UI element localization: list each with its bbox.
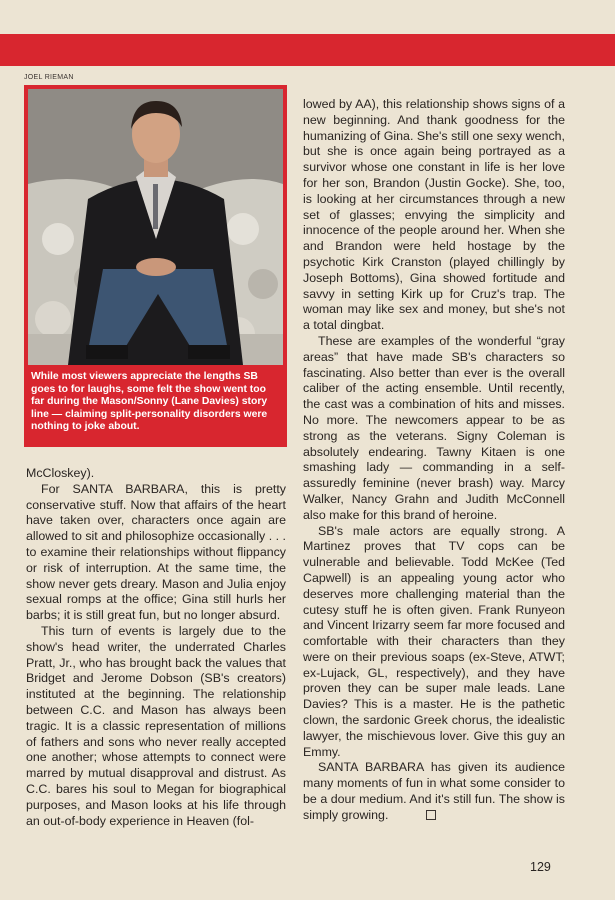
- right-column: [303, 97, 565, 824]
- paragraph: For SANTA BARBARA, this is pretty conservative stuff. Now that affairs of the heart have taken over, characters once again are allowed to sit and philosophize occasionally . . . to examine their relationships without flippancy or risk of interruption. At the same time, the show never gets dreary. Mason and Julia enjoy sexual romps at the office; Gina still hurls her barbs; it is still great fun, but no longer absurd.: [26, 481, 286, 623]
- photo-caption: While most viewers appreciate the lengths SB goes to for laughs, some felt the show went too far during the Mason/Sonny (Lane Davies) story line — claiming split-personality disorders were nothing to joke about.: [31, 371, 268, 433]
- end-of-article-mark: [426, 810, 436, 820]
- photo-panel: [24, 85, 287, 447]
- paragraph-text: SANTA BARBARA has given its audience many moments of fun in what some consider to be a dour medium. And it's still fun. The show is simply growing.: [303, 760, 565, 822]
- paragraph: This turn of events is largely due to the show's head writer, the underrated Charles Pratt, Jr., who has brought back the values that Bridget and Jerome Dobson (SB's creators) instituted at the beginning. The relationship between C.C. and Mason has always been tragic. It is a classic representation of millions of fathers and sons who never really accepted one another; whose attempts to connect were marred by mutual disapproval and distrust. As C.C. bares his soul to Megan for biographical purposes, and Mason looks at his life through an out-of-body experience in Heaven (fol-: [26, 623, 286, 828]
- paragraph: lowed by AA), this relationship shows signs of a new beginning. And thank goodness for the humanizing of Gina. She's still one sexy wench, but she is once again being portrayed as a survivor whose one constant in life is her love for her son, Brandon (Justin Gocke). She, too, is looking at her circumstances through a new set of glasses; envying the simplicity and innocence of the people around her. When she and Brandon were held hostage by the psychotic Kirk Cranston (played chillingly by Joseph Bottoms), Gina showed fortitude and savvy in setting Kirk up for Cruz's trap. The woman may like sex and money, but she's not a total dingbat.: [303, 97, 565, 333]
- actor-photo-illustration: [28, 89, 283, 365]
- paragraph: McCloskey).: [26, 466, 95, 480]
- page-number: 129: [530, 860, 551, 874]
- photo-credit: JOEL RIEMAN: [24, 74, 74, 81]
- actor-photo: [28, 89, 283, 365]
- header-color-band: [0, 34, 615, 66]
- left-column: [26, 466, 286, 829]
- paragraph-final: [303, 760, 565, 823]
- paragraph: These are examples of the wonderful “gray areas” that have made SB's characters so fascinating. Also better than ever is the overall caliber of the acting ensemble. Until recently, the cast was a combination of hits and misses. No more. The newcomers appear to be as strong as the veterans. Signy Coleman is absolutely endearing. Tawny Kitaen is one smashing lady — commanding in a self-assuredly feminine (never brash) way. Marcy Walker, Nancy Grahn and Judith McConnell also make for this brand of heroine.: [303, 333, 565, 522]
- paragraph: SB's male actors are equally strong. A Martinez proves that TV cops can be vulnerable and believable. Todd McKee (Ted Capwell) is an appealing young actor who deserves more challenging material than the cutesy stuff he is often given. Frank Runyeon and Vincent Irizarry seem far more focused and comfortable with their characters than they were on their previous soaps (ex-Steve, ATWT; ex-Lujack, GL, respectively), and they have proven they can be super male leads. Lane Davies? This is a master. He is the pathetic clown, the sardonic Greek chorus, the idealistic lawyer, the mischievous lover. Give this guy an Emmy.: [303, 523, 565, 759]
